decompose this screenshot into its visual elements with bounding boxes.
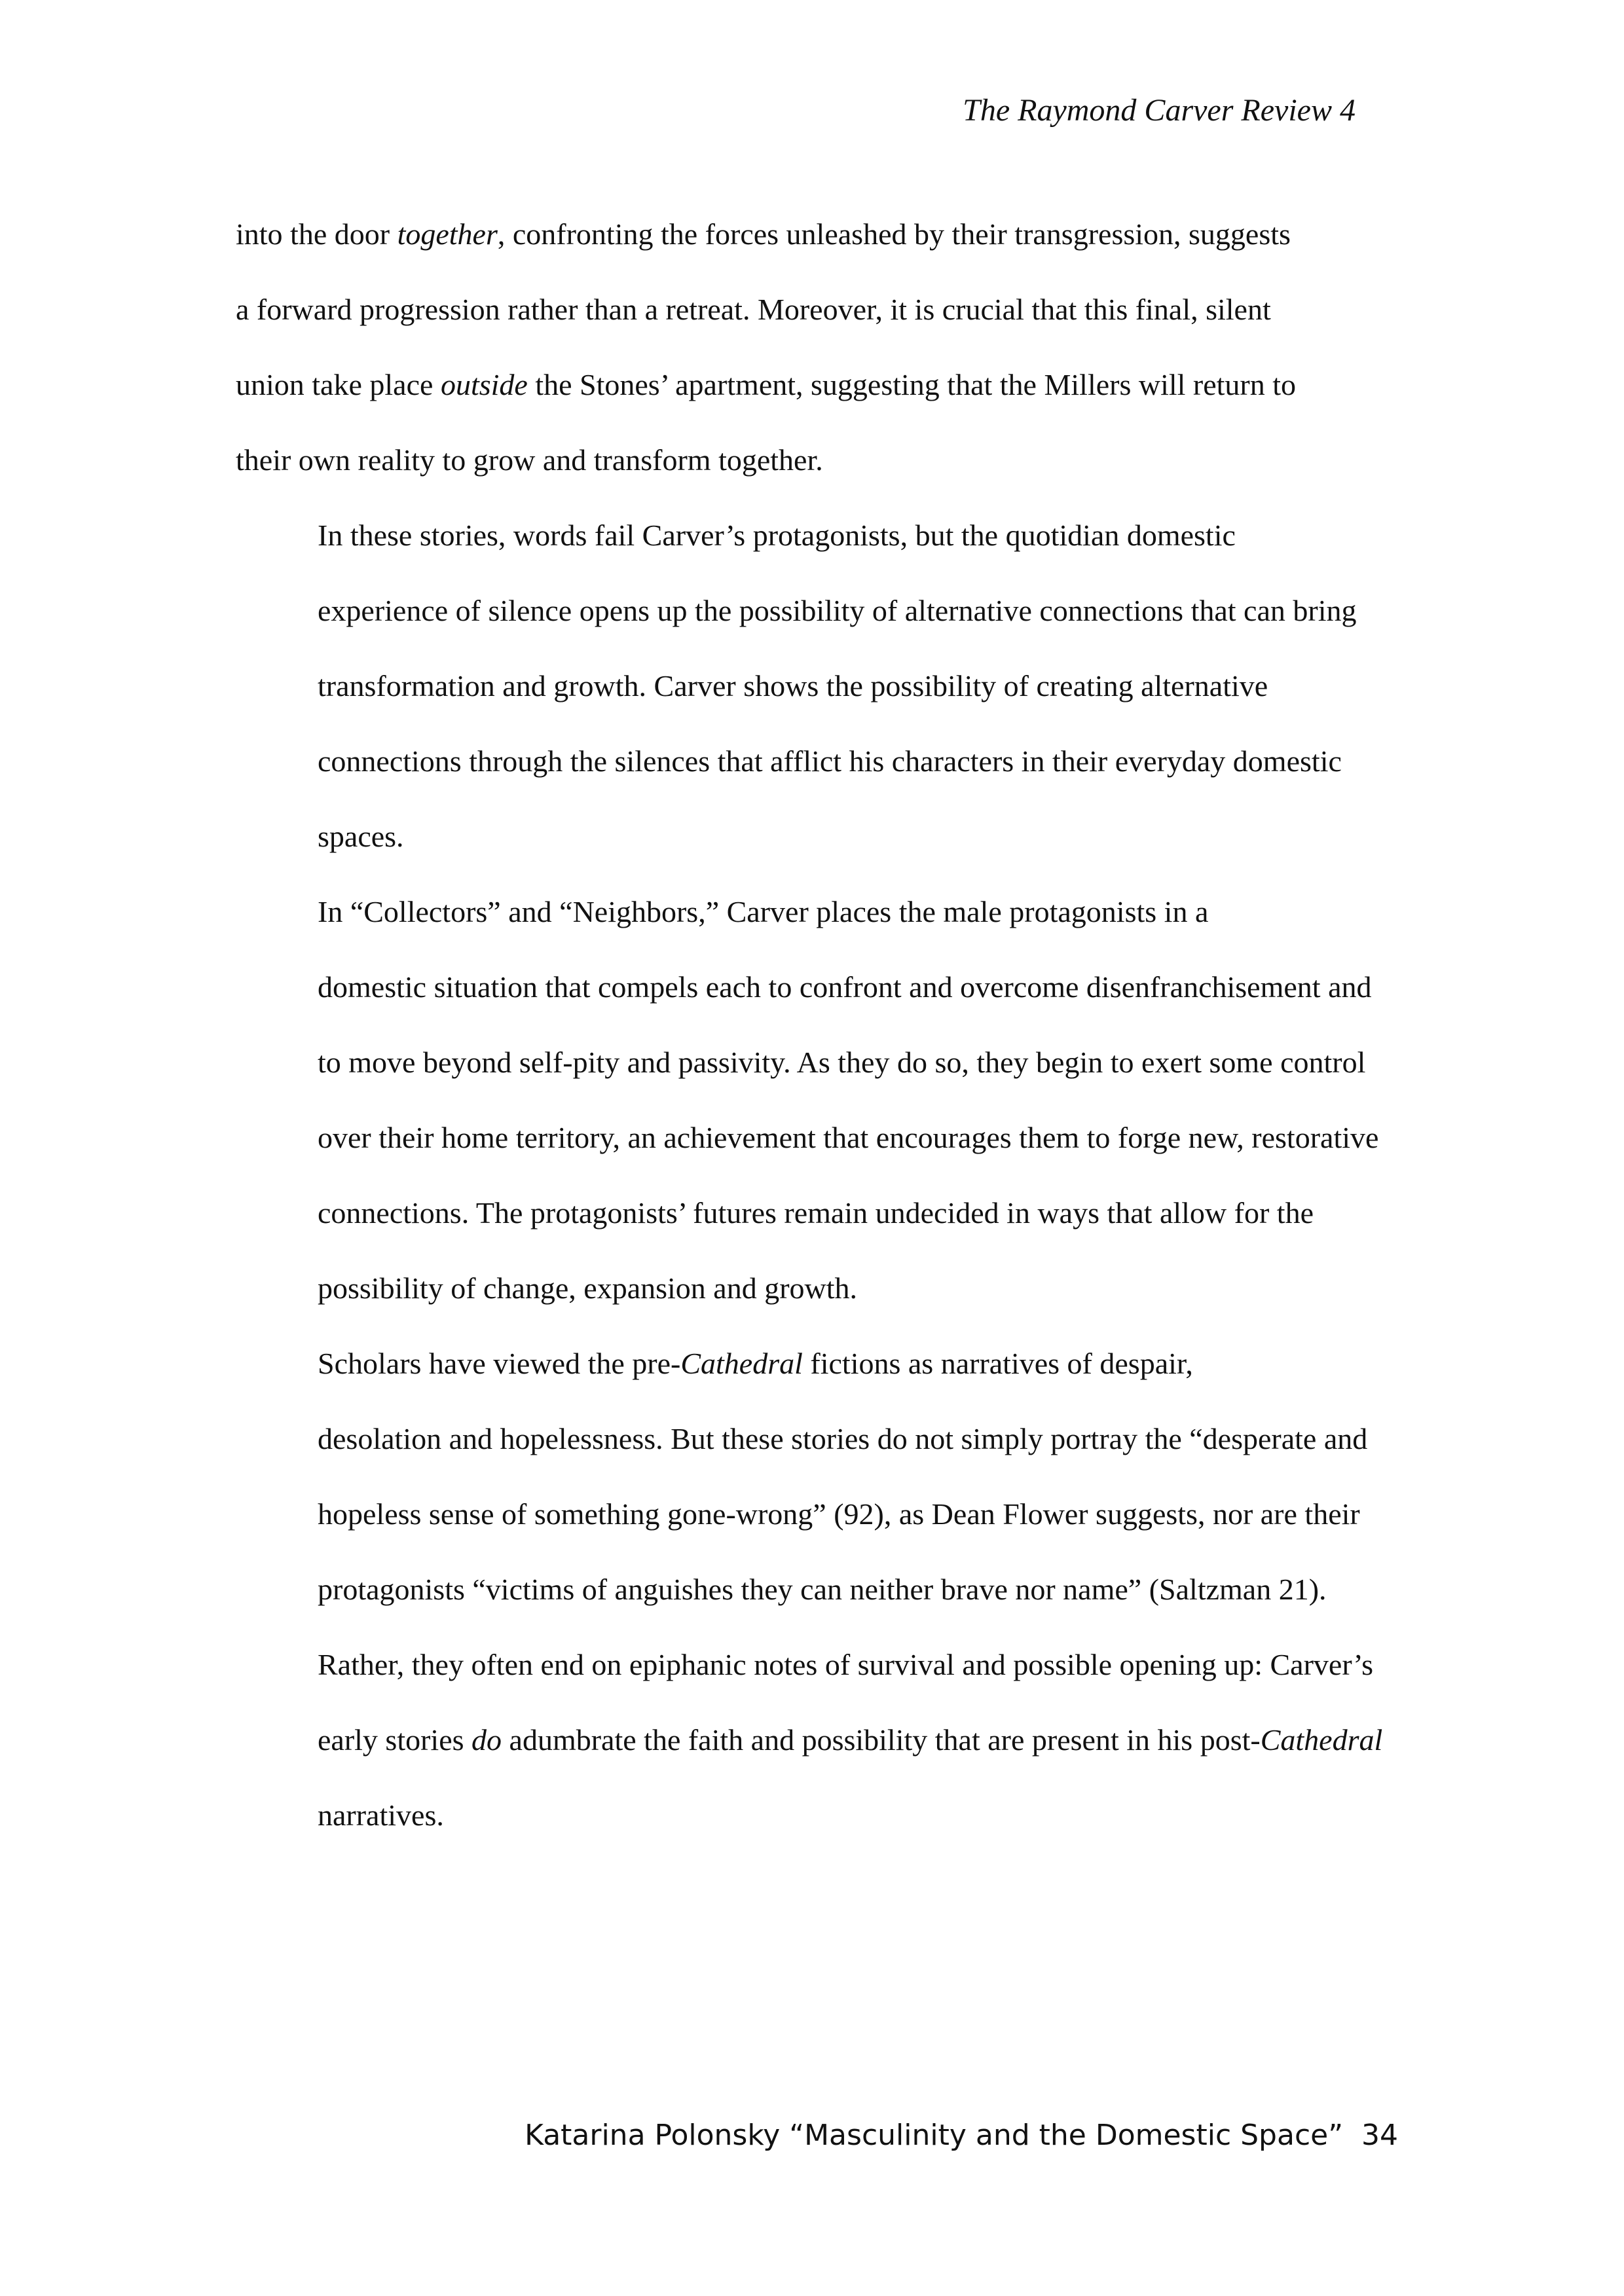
text-line [236,799,1401,874]
text-line [236,1100,1401,1175]
text-run: domestic situation that compels each to confront and overcome disenfranchisement and [318,970,1372,1004]
text-run: In “Collectors” and “Neighbors,” Carver places the male protagonists in a [318,895,1209,928]
text-line [236,648,1401,723]
body-text [236,196,1401,1853]
text-run: experience of silence opens up the possibility of alternative connections that can bring [318,594,1357,627]
text-run: protagonists “victims of anguishes they can neither brave nor name” (Saltzman 21). [318,1573,1327,1606]
text-run: narratives. [318,1798,444,1832]
text-line [236,1326,1401,1401]
text-line [236,949,1401,1025]
text-line [236,1175,1401,1250]
text-run: , confronting the forces unleashed by their transgression, suggests [497,217,1291,251]
text-line [236,1476,1401,1552]
paragraph [236,874,1401,1326]
text-line [236,498,1401,573]
text-run: over their home territory, an achievement that encourages them to forge new, restorative [318,1121,1379,1154]
paragraph [236,1326,1401,1853]
text-run: Scholars have viewed the pre- [318,1347,681,1380]
text-line [236,1250,1401,1326]
italic-text: Cathedral [1260,1723,1383,1757]
text-run: adumbrate the faith and possibility that are present in his post- [502,1723,1261,1757]
text-run: possibility of change, expansion and growth. [318,1271,858,1305]
text-run: their own reality to grow and transform together. [236,443,823,477]
text-run: Rather, they often end on epiphanic notes of survival and possible opening up: Carver’s [318,1648,1374,1681]
paragraph [236,196,1401,498]
text-run: the Stones’ apartment, suggesting that the Millers will return to [527,368,1297,401]
footer-citation: Katarina Polonsky “Masculinity and the Domestic Space” [525,2119,1344,2152]
page-footer [525,2121,1398,2150]
text-line [236,196,1401,272]
text-run: hopeless sense of something gone-wrong” (92), as Dean Flower suggests, nor are their [318,1497,1360,1531]
text-run: In these stories, words fail Carver’s protagonists, but the quotidian domestic [318,519,1236,552]
text-run: a forward progression rather than a retreat. Moreover, it is crucial that this final, silent [236,293,1271,326]
text-line [236,1702,1401,1777]
text-line [236,272,1401,347]
text-run: connections. The protagonists’ futures remain undecided in ways that allow for the [318,1196,1314,1230]
text-run: desolation and hopelessness. But these stories do not simply portray the “desperate and [318,1422,1368,1455]
text-run: union take place [236,368,441,401]
text-run: connections through the silences that afflict his characters in their everyday domestic [318,744,1342,778]
text-line [236,573,1401,648]
running-header: The Raymond Carver Review 4 [963,93,1356,128]
text-line [236,1552,1401,1627]
page-number: 34 [1361,2119,1398,2152]
text-run: early stories [318,1723,472,1757]
text-line [236,1401,1401,1476]
text-run: spaces. [318,820,404,853]
text-line [236,1025,1401,1100]
italic-text: Cathedral [680,1347,803,1380]
text-run: transformation and growth. Carver shows the possibility of creating alternative [318,669,1268,702]
text-run: to move beyond self-pity and passivity. As they do so, they begin to exert some control [318,1046,1366,1079]
text-line [236,1777,1401,1853]
paragraph [236,498,1401,874]
italic-text: do [471,1723,502,1757]
italic-text: together [397,217,498,251]
text-line [236,723,1401,799]
text-line [236,1627,1401,1702]
text-run: fictions as narratives of despair, [802,1347,1193,1380]
text-line [236,347,1401,422]
italic-text: outside [440,368,528,401]
text-line [236,874,1401,949]
text-line [236,422,1401,498]
text-run: into the door [236,217,397,251]
